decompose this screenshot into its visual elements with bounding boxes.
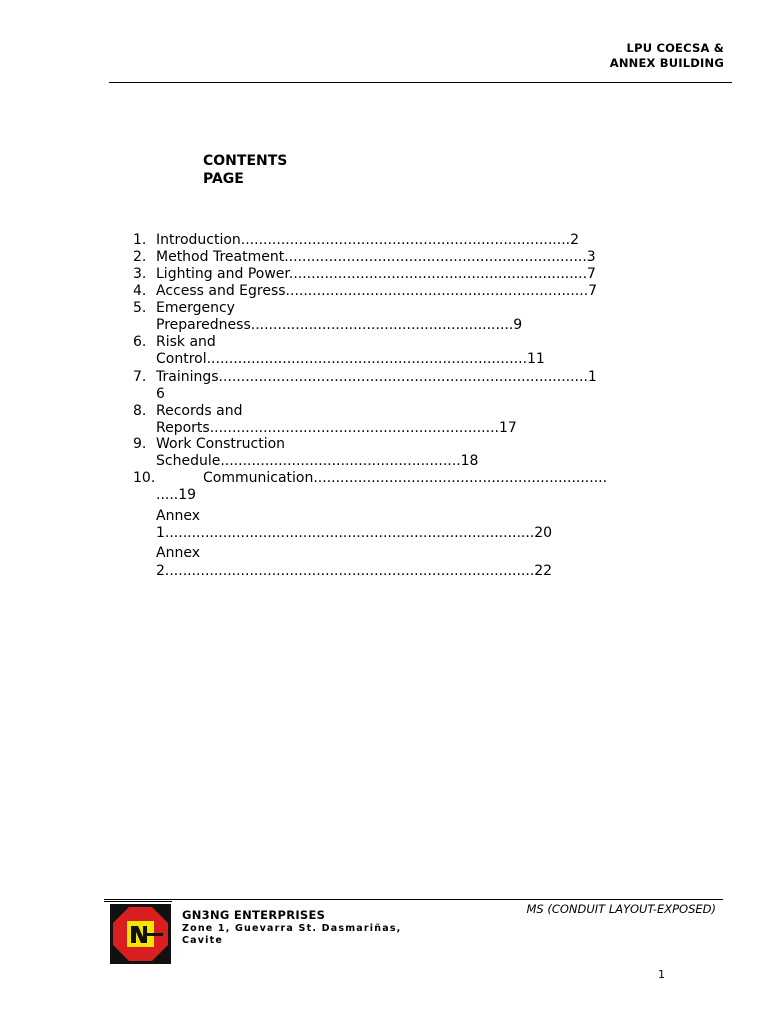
- toc-entry-introduction[interactable]: Introduction..........................................................................2: [156, 232, 580, 248]
- toc-number: 6.: [133, 334, 147, 350]
- logo-bar: [145, 933, 163, 936]
- toc-number: 1.: [133, 232, 147, 248]
- company-address: [182, 923, 402, 947]
- toc-entry-work-schedule[interactable]: Work Construction: [156, 436, 286, 452]
- header-line-2: ANNEX BUILDING: [609, 56, 724, 70]
- toc-entry-communication[interactable]: Communication..................................................................: [203, 470, 608, 486]
- toc-entry-annex-2[interactable]: Annex: [156, 545, 200, 561]
- toc-entry-trainings[interactable]: Trainings...................................................................................1: [156, 369, 597, 385]
- toc-entry-records-reports[interactable]: Records and: [156, 403, 243, 419]
- toc-number: 10.: [133, 470, 156, 486]
- toc-entry-emergency-cont[interactable]: Preparedness...........................................................9: [156, 317, 523, 333]
- toc-number: 8.: [133, 403, 147, 419]
- toc-entry-work-schedule-cont[interactable]: Schedule......................................................18: [156, 453, 479, 469]
- document-reference: MS (CONDUIT LAYOUT-EXPOSED): [526, 902, 716, 916]
- toc-entry-annex-2-cont[interactable]: 2...................................................................................22: [156, 563, 553, 579]
- running-header: [610, 41, 724, 71]
- header-line-1: LPU COECSA &: [626, 41, 724, 55]
- toc-number: 5.: [133, 300, 147, 316]
- title-line-2: PAGE: [203, 171, 244, 187]
- toc-entry-risk-control-cont[interactable]: Control........................................................................11: [156, 351, 545, 367]
- company-name: GN3NG ENTERPRISES: [182, 908, 326, 922]
- footer-divider: [104, 899, 723, 900]
- toc-entry-trainings-cont[interactable]: 6: [156, 386, 165, 402]
- toc-entry-emergency[interactable]: Emergency: [156, 300, 235, 316]
- page-number: 1: [658, 968, 665, 981]
- address-line-1: Zone 1, Guevarra St. Dasmariñas,: [182, 923, 402, 934]
- toc-number: 3.: [133, 266, 147, 282]
- header-divider: [109, 82, 732, 83]
- address-line-2: Cavite: [182, 935, 224, 946]
- page-title: [203, 152, 287, 188]
- company-logo: [110, 904, 171, 964]
- toc-entry-communication-cont[interactable]: .....19: [156, 487, 197, 503]
- toc-entry-records-reports-cont[interactable]: Reports.................................................................17: [156, 420, 517, 436]
- toc-number: 2.: [133, 249, 147, 265]
- toc-entry-annex-1-cont[interactable]: 1...................................................................................20: [156, 525, 553, 541]
- toc-entry-method-treatment[interactable]: Method Treatment....................................................................3: [156, 249, 596, 265]
- toc-entry-access-egress[interactable]: Access and Egress....................................................................7: [156, 283, 598, 299]
- toc-entry-lighting-power[interactable]: Lighting and Power...................................................................7: [156, 266, 596, 282]
- toc-number: 4.: [133, 283, 147, 299]
- footer-divider-accent: [104, 901, 172, 902]
- toc-entry-annex-1[interactable]: Annex: [156, 508, 200, 524]
- toc-entry-risk-control[interactable]: Risk and: [156, 334, 216, 350]
- toc-number: 9.: [133, 436, 147, 452]
- toc-number: 7.: [133, 369, 147, 385]
- title-line-1: CONTENTS: [203, 153, 288, 169]
